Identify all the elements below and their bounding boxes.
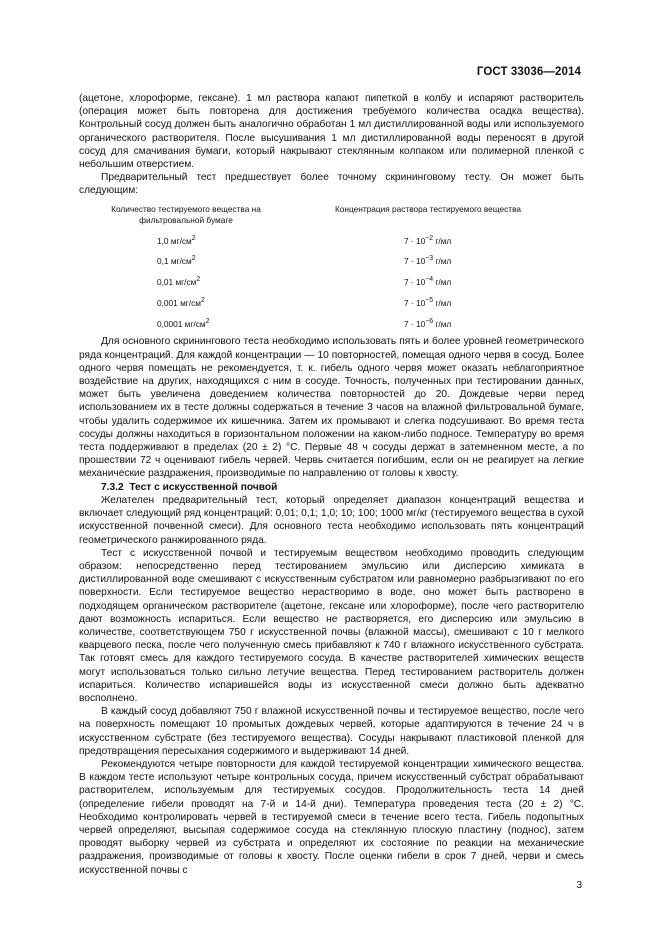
table-row <box>79 274 584 288</box>
table-header <box>79 204 584 226</box>
amount-cell: 0,0001 $мг/см^2$ <box>157 317 210 329</box>
section-heading <box>79 481 584 494</box>
table-row <box>79 295 584 309</box>
page-number: 3 <box>576 880 582 891</box>
amount-cell: 0,001 $мг/см^2$ <box>157 296 205 308</box>
paragraph: (ацетоне, хлороформе, гексане). 1 мл раствора капают пипеткой в колбу и испаряют растворитель (операция может быть повторена для достижения требуемого количества осадка вещества). Контрольный сосуд должен быть аналогично обработан 1 мл дистиллированной воды или используемого органического растворителя. После высушивания 1 мл дистиллированной воды переносят в другой сосуд для смачивания бумаги, который накрывают стеклянным колпаком или полимерной пленкой с небольшим отверстием. <box>79 93 584 171</box>
paragraph: Для основного скринингового теста необходимо использовать пять и более уровней геометрического ряда концентраций. Для каждой концентрации — 10 повторностей, помещая одного червя в сосуд. Более одного червя помещать не рекомендуется, т. к. гибель одного червя может оказать неблагоприятное воздействие на других, находящихся с ним в сосуде. Точность, полученных при тестировании данных, может быть увеличена доведением количества повторностей до 20. Дождевые черви перед использованием их в тесте должны содержаться в течение 3 часов на влажной фильтровальной бумаге, чтобы удалить содержимое их кишечника. Затем их промывают и слегка подсушивают. Во время теста сосуды должны находиться в горизонтальном положении на каком-либо подносе. Температуру во время теста поддерживают в пределах (20 ± 2) °С. Первые 48 ч сосуды держат в затемненном месте, а по прошествии 72 ч оценивают гибель червей. Червь считается погибшим, если он не реагирует на легкие механические раздражения, производимые по направлению от головы к хвосту. <box>79 336 584 480</box>
concentration-cell: $7 \cdot 10^{-6}$ г/мл <box>404 317 452 329</box>
paragraph: Желателен предварительный тест, который определяет диапазон концентраций вещества и включает следующий ряд концентраций: 0,01; 0,1; 1,0; 10; 100; 1000 мг/кг (тестируемого вещества в сухой искусственной почвенной смеси). Для основного теста необходимо использовать пять концентраций геометрического ранжированного ряда. <box>79 494 584 546</box>
concentration-table <box>79 204 584 330</box>
table-header-amount: Количество тестируемого вещества на фильтровальной бумаге <box>111 203 261 225</box>
paragraph: Рекомендуются четыре повторности для каждой тестируемой концентрации химического вещества. В каждом тесте используют четыре контрольных сосуда, причем искусственный субстрат обрабатывают растворителем, используемым для тестируемых сосудов. Продолжительность теста 14 дней (определение гибели проводят на 7-й и 14-й дни). Температура проведения теста (20 ± 2) °С. Необходимо контролировать червей в тестируемой смеси в течение всего теста. Гибель подопытных червей определяют, высыпая содержимое сосуда на стеклянную плоскую пластину (поднос), затем проводят выборку червей из субстрата и определяют их состояние по реакции на механические раздражения, производимые от головы к хвосту. После оценки гибели в срок 7 дней, черви и смесь искусственной почвы с <box>79 758 584 876</box>
concentration-cell: $7 \cdot 10^{-2}$ г/мл <box>404 234 452 246</box>
document-code-header: ГОСТ 33036—2014 <box>476 66 581 78</box>
table-row <box>79 233 584 247</box>
document-body <box>79 92 584 877</box>
concentration-cell: $7 \cdot 10^{-3}$ г/мл <box>404 255 452 267</box>
paragraph: В каждый сосуд добавляют 750 г влажной искусственной почвы и тестируемое вещество, после чего на поверхность помещают 10 промытых дождевых червей, которые адаптируются в течение 24 ч в искусственном субстрате (без тестируемого вещества). Сосуды накрывают пластиковой пленкой для предотвращения пересыхания содержимого и выдерживают 14 дней. <box>79 706 584 757</box>
amount-cell: 0,01 $мг/см^2$ <box>157 276 201 287</box>
table-row <box>79 253 584 267</box>
section-title: Тест с искусственной почвой <box>129 481 278 493</box>
paragraph: Предварительный тест предшествует более точному скрининговому тесту. Он может быть следующим: <box>79 172 584 197</box>
paragraph: Тест с искусственной почвой и тестируемым веществом необходимо проводить следующим образом: непосредственно перед тестированием эмульсию или дисперсию химиката в дистиллированной воде смешивают с искусственным субстратом или равномерно разбрызгивают по его поверхности. Если тестируемое вещество нерастворимо в воде, оно может быть растворено в подходящем органическом растворителе (ацетоне, гексане или хлороформе), после чего растворителю дают возможность испариться. Если вещество не растворяется, его дисперсию или эмульсию в количестве, соответствующем 750 г искусственной почвы (влажной массы), смешивают с 10 г мелкого кварцевого песка, после чего полученную смесь прибавляют к 740 г влажного искусственного субстрата. Так готовят смесь для каждого тестируемого сосуда. В качестве растворителей химических веществ могут использоваться только сильно летучие вещества. Перед тестированием растворитель должен испариться. Количество испарившейся воды из искусственной смеси должно быть адекватно восполнено. <box>79 547 584 704</box>
concentration-cell: $7 \cdot 10^{-4}$ г/мл <box>404 276 452 287</box>
table-row <box>79 316 584 330</box>
section-number: 7.3.2 <box>101 481 124 493</box>
amount-cell: 0,1 $мг/см^2$ <box>157 255 196 267</box>
concentration-cell: $7 \cdot 10^{-5}$ г/мл <box>404 296 452 308</box>
amount-cell: 1,0 $мг/см^2$ <box>157 234 196 246</box>
table-header-concentration: Концентрация раствора тестируемого вещества <box>334 203 522 214</box>
